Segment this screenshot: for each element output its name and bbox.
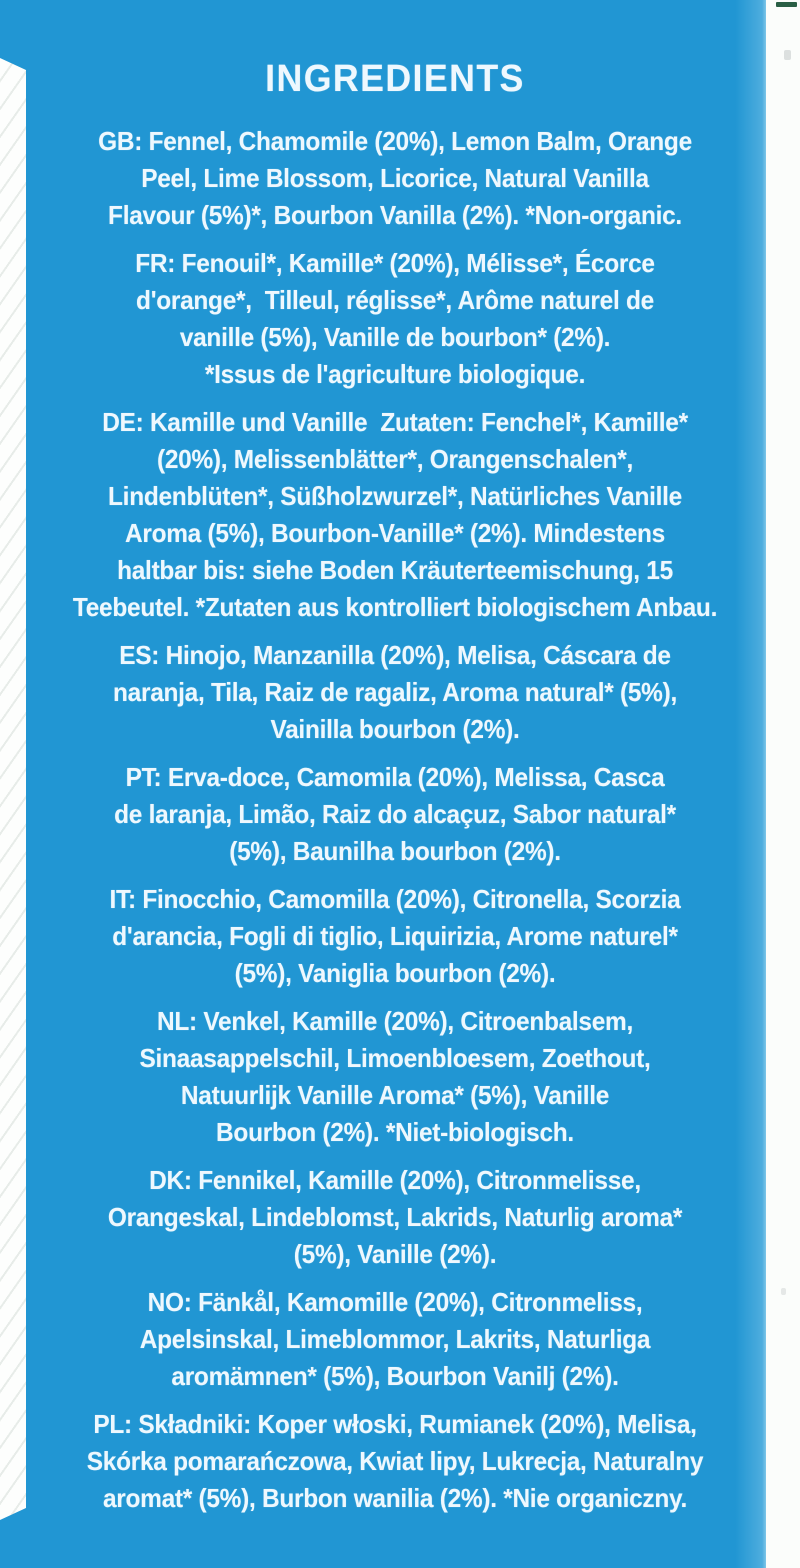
ingredients-section-pt [46, 759, 743, 870]
margin-speck [781, 1288, 786, 1295]
ingredients-line: PT: Erva-doce, Camomila (20%), Melissa, Casca [125, 762, 665, 792]
ingredients-section-nl [46, 1003, 743, 1151]
ingredients-line: vanille (5%), Vanille de bourbon* (2%). [179, 322, 611, 352]
box-edge-strip [0, 52, 26, 1524]
ingredients-section-de [46, 404, 743, 626]
ingredients-title: INGREDIENTS [265, 58, 525, 100]
ingredients-line: NO: Fänkål, Kamomille (20%), Citronmeliss, [147, 1287, 643, 1317]
ingredients-line: FR: Fenouil*, Kamille* (20%), Mélisse*, Écorce [135, 248, 655, 278]
ingredients-line: (5%), Vaniglia bourbon (2%). [234, 958, 556, 988]
ingredients-line: naranja, Tila, Raiz de ragaliz, Aroma natural* (5%), [113, 677, 677, 707]
ingredients-line: NL: Venkel, Kamille (20%), Citroenbalsem, [156, 1006, 634, 1036]
ingredients-section-no [46, 1284, 743, 1395]
ingredients-line: *Issus de l'agriculture biologique. [204, 359, 586, 389]
ingredients-line: Aroma (5%), Bourbon-Vanille* (2%). Mindestens [124, 518, 666, 548]
ingredients-line: Flavour (5%)*, Bourbon Vanilla (2%). *Non-organic. [108, 200, 682, 230]
ingredients-line: aromämnen* (5%), Bourbon Vanilj (2%). [171, 1361, 619, 1391]
ingredients-content [46, 0, 743, 1528]
ingredients-line: Natuurlijk Vanille Aroma* (5%), Vanille [180, 1080, 610, 1110]
ingredients-line: DE: Kamille und Vanille Zutaten: Fenchel*, Kamille* [102, 407, 688, 437]
ingredients-line: Teebeutel. *Zutaten aus kontrolliert biologischem Anbau. [72, 592, 718, 622]
ingredients-section-dk [46, 1162, 743, 1273]
ingredients-section-gb [46, 123, 743, 234]
ingredients-section-es [46, 637, 743, 748]
ingredients-line: Apelsinskal, Limeblommor, Lakrits, Naturliga [139, 1324, 651, 1354]
print-registration-mark [776, 2, 797, 7]
ingredients-line: (20%), Melissenblätter*, Orangenschalen*, [156, 444, 634, 474]
ingredients-sections [46, 123, 743, 1517]
margin-speck [784, 50, 791, 60]
ingredients-line: Lindenblüten*, Süßholzwurzel*, Natürliches Vanille [108, 481, 682, 511]
ingredients-section-fr [46, 245, 743, 393]
ingredients-line: (5%), Baunilha bourbon (2%). [229, 836, 561, 866]
ingredients-line: Sinaasappelschil, Limoenbloesem, Zoethout, [139, 1043, 651, 1073]
ingredients-line: Orangeskal, Lindeblomst, Lakrids, Naturlig aroma* [107, 1202, 683, 1232]
ingredients-section-pl [46, 1406, 743, 1517]
ingredients-line: haltbar bis: siehe Boden Kräuterteemischung, 15 [117, 555, 673, 585]
ingredients-line: IT: Finocchio, Camomilla (20%), Citronella, Scorzia [109, 884, 681, 914]
ingredients-line: Bourbon (2%). *Niet-biologisch. [216, 1117, 574, 1147]
ingredients-line: GB: Fennel, Chamomile (20%), Lemon Balm, Orange [98, 126, 692, 156]
ingredients-line: PL: Składniki: Koper włoski, Rumianek (20%), Melisa, [93, 1409, 697, 1439]
ingredients-line: (5%), Vanille (2%). [293, 1239, 497, 1269]
ingredients-line: Skórka pomarańczowa, Kwiat lipy, Lukrecja, Naturalny [86, 1446, 704, 1476]
ingredients-line: d'arancia, Fogli di tiglio, Liquirizia, Arome naturel* [112, 921, 678, 951]
ingredients-line: Vainilla bourbon (2%). [270, 714, 520, 744]
ingredients-line: DK: Fennikel, Kamille (20%), Citronmelisse, [149, 1165, 641, 1195]
ingredients-line: aromat* (5%), Burbon wanilia (2%). *Nie organiczny. [102, 1483, 688, 1513]
ingredients-line: d'orange*, Tilleul, réglisse*, Arôme naturel de [136, 285, 654, 315]
ingredients-section-it [46, 881, 743, 992]
ingredients-line: Peel, Lime Blossom, Licorice, Natural Vanilla [141, 163, 649, 193]
ingredients-line: de laranja, Limão, Raiz do alcaçuz, Sabor natural* [114, 799, 676, 829]
ingredients-line: ES: Hinojo, Manzanilla (20%), Melisa, Cáscara de [119, 640, 671, 670]
